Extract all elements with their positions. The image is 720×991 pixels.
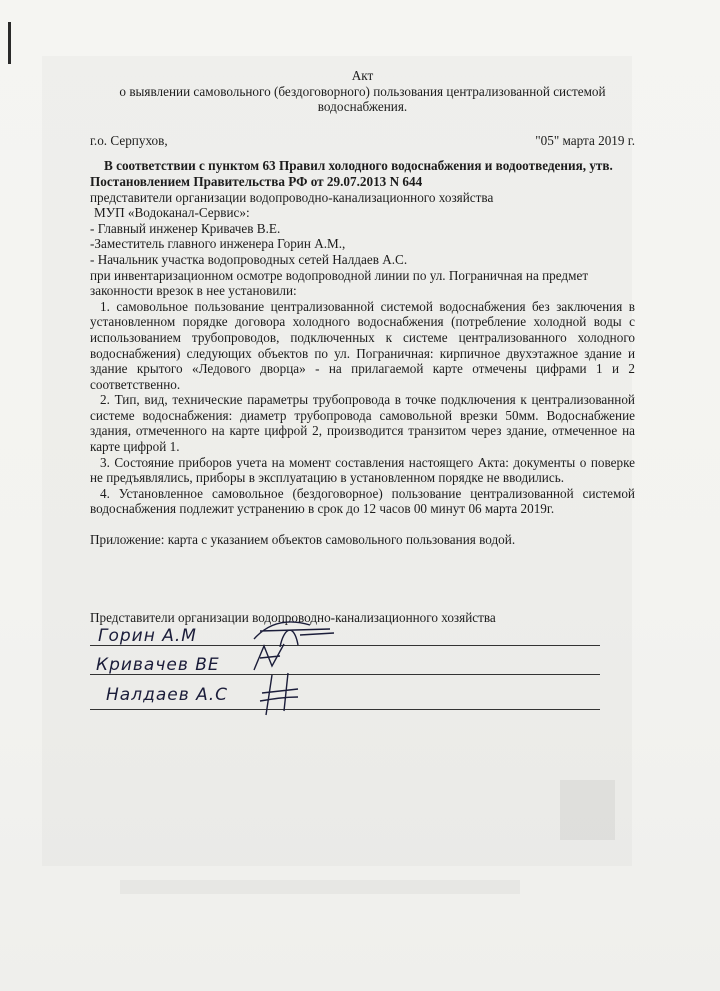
finding-item-4: 4. Установленное самовольное (бездоговорное) пользование централизованной системой водоснабжения подлежит устранению в срок до 12 часов 00 минут 06 марта 2019г. (90, 485, 635, 517)
person-1: - Главный инженер Кривачев В.Е. (90, 220, 281, 236)
person-2: -Заместитель главного инженера Горин А.М., (90, 236, 346, 252)
document-title: Акт (351, 68, 374, 83)
intro-line-2: Постановлением Правительства РФ от 29.07.2013 N 644 (90, 173, 423, 189)
organization-name: МУП «Водоканал-Сервис»: (94, 205, 250, 221)
finding-item-3: 3. Состояние приборов учета на момент составления настоящего Акта: документы о поверке не предъявлялись, приборы в эксплуатацию в установленном порядке не вводились. (90, 454, 635, 486)
document-body (90, 68, 635, 710)
place-date-row (90, 133, 635, 149)
bleed-through-mark (560, 780, 615, 840)
scan-edge-mark (8, 22, 11, 64)
person-3: - Начальник участка водопроводных сетей Налдаев А.С. (90, 251, 408, 267)
document-subtitle-line-1: о выявлении самовольного (бездоговорного) пользования централизованной системой (119, 83, 606, 99)
signature-3: Налдаев А.С (106, 684, 229, 705)
document-date: "05" марта 2019 г. (535, 132, 635, 148)
signature-heading: Представители организации водопроводно-канализационного хозяйства (90, 609, 496, 625)
inspection-line-2: законности врезок в нее установили: (90, 283, 297, 299)
intro-line-1: В соответствии с пунктом 63 Правил холодного водоснабжения и водоотведения, утв. (104, 158, 613, 174)
finding-item-1: 1. самовольное пользование централизованной системой водоснабжения без заключения в установленном порядке договора холодного водоснабжения (потребление холодной воды с использованием трубопроводов, подключенных к системе централизованного холодного водоснабжения) следующих объектов по ул. Пограничная: кирпичное двухэтажное здание и здание крытого «Ледового дворца» - на прилагаемой карте отмечены цифрами 1 и 2 соответственно. (90, 298, 635, 392)
representatives-line: представители организации водопроводно-канализационного хозяйства (90, 189, 494, 205)
inspection-line-1: при инвентаризационном осмотре водопроводной линии по ул. Пограничная на предмет (90, 267, 589, 283)
signature-line-2 (90, 646, 600, 675)
signature-1: Горин А.М (98, 625, 197, 646)
signature-line-1 (90, 625, 600, 646)
city: г.о. Серпухов, (90, 132, 168, 148)
attachment-note: Приложение: карта с указанием объектов самовольного пользования водой. (90, 532, 516, 548)
signature-mark-3 (258, 671, 302, 719)
finding-item-2: 2. Тип, вид, технические параметры трубопровода в точке подключения к централизованной системе водоснабжения: диаметр трубопровода самовольной врезки 50мм. Водоснабжение здания, отмеченного на карте цифрой 2, производится транзитом через здание, отмеченное на карте цифрой 1. (90, 392, 635, 455)
signature-2: Кривачев ВЕ (96, 654, 220, 675)
signature-line-3 (90, 675, 600, 710)
document-subtitle-line-2: водоснабжения. (317, 99, 408, 115)
bleed-through-text (120, 880, 520, 894)
